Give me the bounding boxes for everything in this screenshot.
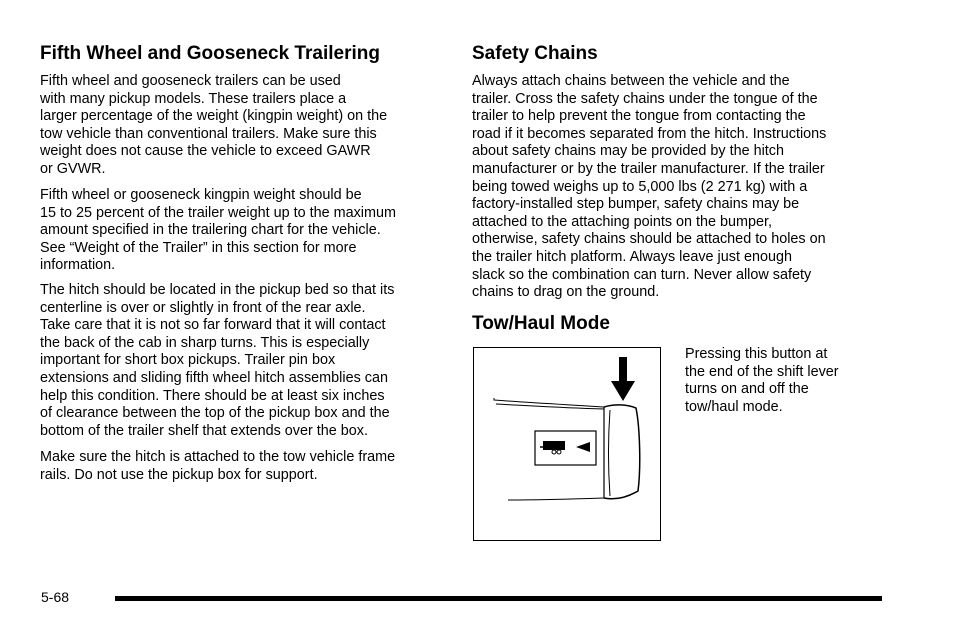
text-line: chains to drag on the ground. [472, 284, 660, 301]
text-line: otherwise, safety chains should be attached to holes on [472, 231, 826, 248]
page-number: 5-68 [41, 589, 70, 605]
text-line: important for short box pickups. Trailer pin box [40, 352, 336, 369]
text-line: bottom of the trailer shelf that extends over the box. [40, 422, 368, 439]
text-line: rails. Do not use the pickup box for support. [40, 466, 318, 483]
text-line: weight does not cause the vehicle to exceed GAWR [40, 143, 371, 160]
text-line: about safety chains may be provided by the hitch [472, 143, 784, 160]
text-line: Make sure the hitch is attached to the tow vehicle frame [40, 449, 396, 465]
text-line: trailer. Cross the safety chains under the tongue of the [472, 90, 818, 107]
fifth-wheel-paragraph-3 [40, 282, 394, 440]
text-line: extensions and sliding fifth wheel hitch assemblies can [40, 369, 388, 386]
text-line: larger percentage of the weight (kingpin weight) on the [40, 108, 388, 125]
fifth-wheel-paragraph-4 [40, 449, 395, 484]
text-line: See “Weight of the Trailer” in this section for more [40, 239, 357, 256]
text-line: turns on and off the [685, 381, 809, 398]
fifth-wheel-heading: Fifth Wheel and Gooseneck Trailering [40, 43, 380, 64]
text-line: the end of the shift lever [685, 363, 839, 380]
footer-rule [115, 596, 882, 601]
text-line: tow vehicle than conventional trailers. Make sure this [40, 125, 377, 142]
text-line: being towed weighs up to 5,000 lbs (2 271 kg) with a [472, 178, 808, 195]
text-line: manufacturer or by the trailer manufacturer. If the trailer [472, 160, 825, 177]
text-line: or GVWR. [40, 160, 106, 177]
tow-haul-caption [685, 346, 839, 416]
text-line: factory-installed step bumper, safety chains may be [472, 196, 800, 213]
safety-chains-heading: Safety Chains [472, 43, 598, 64]
text-line: trailer to help prevent the tongue from contacting the [472, 108, 806, 125]
text-line: Take care that it is not so far forward that it will contact [40, 317, 386, 334]
safety-chains-paragraph [472, 73, 826, 302]
text-line: Always attach chains between the vehicle and the [472, 73, 790, 89]
shift-lever-drawing [474, 348, 660, 539]
shift-lever-illustration [473, 347, 661, 541]
fifth-wheel-paragraph-1 [40, 73, 387, 179]
text-line: amount specified in the trailering chart for the vehicle. [40, 222, 381, 239]
text-line: information. [40, 257, 116, 274]
fifth-wheel-paragraph-2 [40, 187, 396, 275]
text-line: the trailer hitch platform. Always leave just enough [472, 248, 792, 265]
press-arrow-icon [611, 357, 635, 401]
text-line: with many pickup models. These trailers place a [40, 90, 347, 107]
text-line: centerline is over or slightly in front of the rear axle. [40, 299, 366, 316]
tow-haul-heading: Tow/Haul Mode [472, 313, 610, 334]
text-line: help this condition. There should be at least six inches [40, 387, 385, 404]
text-line: tow/haul mode. [685, 398, 783, 415]
text-line: Fifth wheel and gooseneck trailers can be used [40, 73, 341, 89]
text-line: Fifth wheel or gooseneck kingpin weight should be [40, 187, 362, 203]
text-line: slack so the combination can turn. Never allow safety [472, 266, 812, 283]
text-line: The hitch should be located in the pickup bed so that its [40, 282, 395, 298]
tow-haul-button-icon [535, 431, 596, 465]
text-line: Pressing this button at [685, 346, 828, 362]
text-line: the back of the cab in sharp turns. This is especially [40, 334, 370, 351]
text-line: attached to the attaching points on the bumper, [472, 213, 773, 230]
text-line: road if it becomes separated from the hitch. Instructions [472, 125, 827, 142]
text-line: of clearance between the top of the pickup box and the [40, 405, 390, 422]
text-line: 15 to 25 percent of the trailer weight up to the maximum [40, 204, 396, 221]
